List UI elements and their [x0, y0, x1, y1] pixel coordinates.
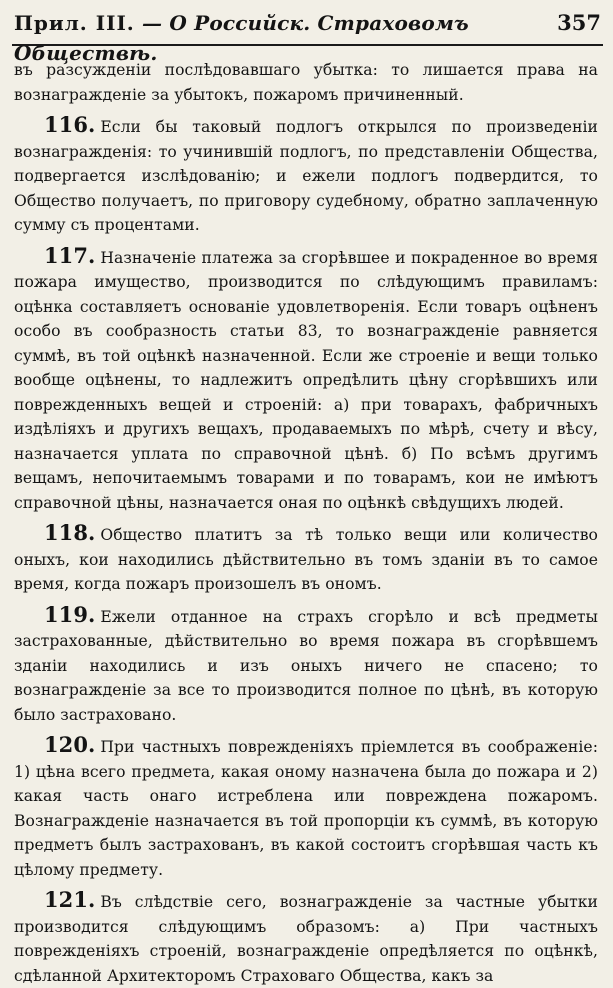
paragraph-text: При частныхъ поврежденіяхъ пріемлется въ соображеніе: 1) цѣна всего предмета, какая оному назначена была до пожара и 2) какая часть онаго истреблена или повреждена пожаромъ. Вознагражденіе назначается въ той пропорціи къ суммѣ, въ которую предметъ былъ застрахованъ, въ какой состоитъ сгорѣвшая часть къ цѣлому предмету.: [14, 738, 598, 879]
article-number: 116.: [44, 112, 96, 137]
article-number: 118.: [44, 520, 96, 545]
article-118: [14, 521, 598, 597]
article-120: [14, 733, 598, 882]
header-rule: [12, 44, 603, 46]
article-number: 121.: [44, 887, 96, 912]
paragraph-text: въ разсужденіи послѣдовавшаго убытка: то лишается права на вознагражденіе за убытокъ, пожаромъ причиненный.: [14, 61, 598, 104]
body-text: [14, 58, 598, 988]
article-number: 119.: [44, 601, 96, 627]
article-number: 117.: [44, 242, 96, 268]
paragraph-text: Назначеніе платежа за сгорѣвшее и покраденное во время пожара имущество, производится по слѣдующимъ правиламъ: оцѣнка составляетъ основаніе удовлетворенія. Если товаръ оцѣненъ особо въ сообразность статьи 83, то вознагражденіе равняется суммѣ, въ той оцѣнкѣ назначенной. Если же строеніе и вещи только вообще оцѣнены, то надлежитъ опредѣлить цѣну сгорѣвшихъ или поврежденныхъ вещей и строеній: а) при товарахъ, фабричныхъ издѣліяхъ и другихъ вещахъ, продаваемыхъ по мѣрѣ, счету и вѣсу, назначается уплата по справочной цѣнѣ. б) По всѣмъ другимъ вещамъ, непочитаемымъ товарами и по товарамъ, кои не имѣютъ справочной цѣны, назначается оная по оцѣнкѣ свѣдущихъ людей.: [14, 248, 598, 512]
paragraph-text: Ежели отданное на страхъ сгорѣло и всѣ предметы застрахованные, дѣйствительно во время пожара въ сгорѣвшемъ зданіи находились и изъ оныхъ ничего не спасено; то вознагражденіе за все то производится полное по цѣнѣ, въ которую было застраховано.: [14, 607, 598, 724]
article-117: [14, 244, 598, 516]
header-title: О Российск. Страховомъ Обществѣ.: [14, 11, 469, 65]
paragraph-text: Общество платитъ за тѣ только вещи или количество оныхъ, кои находились дѣйствительно въ томъ зданіи въ то самое время, когда пожаръ произошелъ въ ономъ.: [14, 526, 598, 593]
paragraph-text: Если бы таковый подлогъ открылся по произведеніи вознагражденія: то учинившій подлогъ, по представленіи Общества, подвергается изслѣдованію; и ежели подлогъ подвердится, то Общество получаетъ, по приговору судебному, обратно заплаченную сумму съ процентами.: [14, 118, 598, 234]
paragraph-text: Въ слѣдствіе сего, вознагражденіе за частные убытки производится слѣдующимъ образомъ: а) При частныхъ поврежденіяхъ строеній, вознагражденіе опредѣляется по оцѣнкѣ, сдѣланной Архитекторомъ Страховаго Общества, какъ за: [14, 893, 598, 985]
article-116: [14, 113, 598, 238]
header-dash: —: [141, 11, 163, 35]
article-119: [14, 603, 598, 728]
paragraph-continuation: [14, 58, 598, 107]
article-121: [14, 888, 598, 988]
running-header: [14, 8, 601, 65]
page-number: 357: [557, 10, 601, 35]
section-label: Прил. III.: [14, 11, 135, 35]
article-number: 120.: [44, 732, 96, 757]
